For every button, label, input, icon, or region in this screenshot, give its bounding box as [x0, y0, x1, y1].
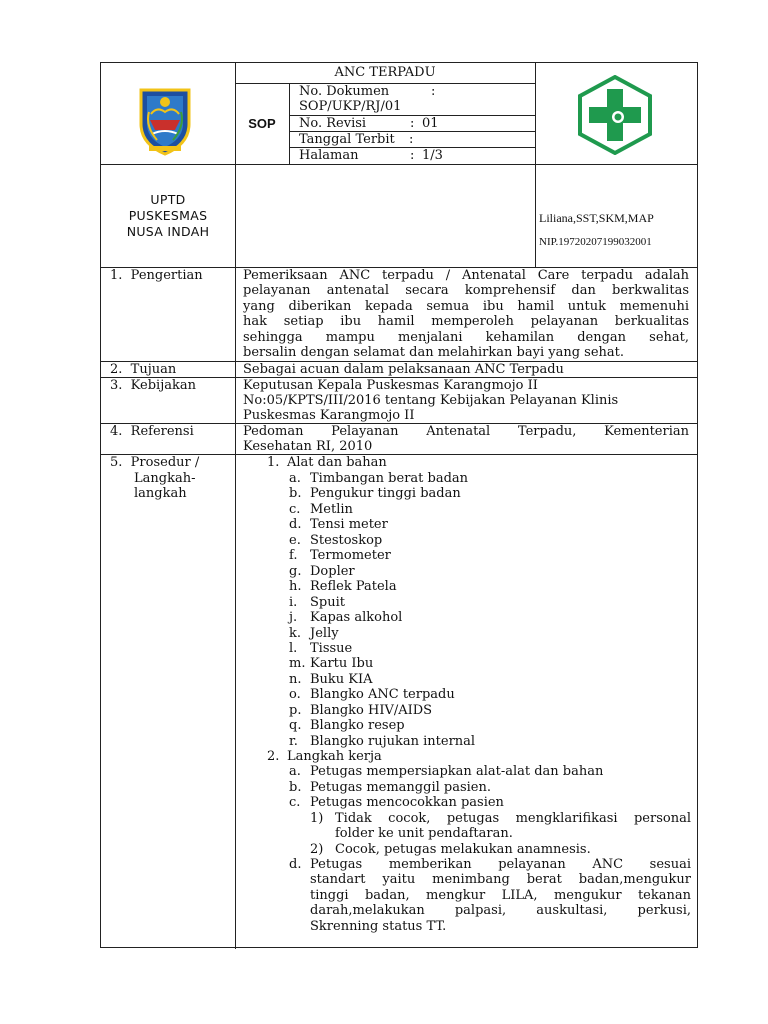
tujuan-text: Sebagai acuan dalam pelaksanaan ANC Terpadu — [243, 362, 564, 377]
pengertian-line: Pemeriksaan ANC terpadu / Antenatal Care terpadu adalah — [243, 268, 689, 283]
work-step: standart yaitu menimbang berat badan,mengukur — [310, 872, 691, 887]
tool-item: Timbangan berat badan — [310, 471, 469, 486]
divider — [535, 63, 536, 267]
work-step: tinggi badan, mengkur LILA, mengukur tekanan — [310, 888, 691, 903]
list-letter: i. — [289, 595, 298, 610]
kebijakan-line: Puskesmas Karangmojo II — [243, 408, 415, 423]
tool-item: Tensi meter — [310, 517, 388, 532]
divider — [289, 83, 290, 164]
list-letter: f. — [289, 548, 298, 563]
tool-item: Stestoskop — [310, 533, 383, 548]
sop-document — [100, 62, 698, 948]
page-value: 1/3 — [422, 148, 443, 163]
list-letter: d. — [289, 857, 302, 872]
work-step: Petugas memanggil pasien. — [310, 780, 491, 795]
revision-value: 01 — [422, 116, 439, 131]
section-label-kebijakan: 3. Kebijakan — [110, 378, 196, 393]
list-letter: c. — [289, 795, 301, 810]
signer-nip: NIP.19720207199032001 — [539, 236, 652, 248]
document-title: ANC TERPADU — [334, 65, 436, 80]
work-step: Skrenning status TT. — [310, 919, 447, 934]
work-step: darah,melakukan palpasi, auskultasi, perkusi, — [310, 903, 691, 918]
step-number: 1. — [267, 455, 280, 470]
list-letter: h. — [289, 579, 302, 594]
sop-label: SOP — [248, 116, 276, 131]
list-letter: c. — [289, 502, 301, 517]
section-label-prosedur: 5. Prosedur / — [110, 455, 200, 470]
work-substep: Cocok, petugas melakukan anamnesis. — [335, 842, 591, 857]
tool-item: Metlin — [310, 502, 353, 517]
list-letter: o. — [289, 687, 301, 702]
section-label-tujuan: 2. Tujuan — [110, 362, 177, 377]
doc-no-value: SOP/UKP/RJ/01 — [299, 99, 402, 114]
tool-item: Tissue — [310, 641, 353, 656]
list-letter: n. — [289, 672, 302, 687]
tool-item: Termometer — [310, 548, 391, 563]
pengertian-line: pelayanan antenatal secara komprehensif dan berkwalitas — [243, 283, 689, 298]
list-letter: r. — [289, 734, 298, 749]
org-name-line3: NUSA INDAH — [126, 224, 210, 239]
sub-number: 2) — [310, 842, 324, 857]
tool-item: Blangko HIV/AIDS — [310, 703, 433, 718]
tool-item: Spuit — [310, 595, 345, 610]
tool-item: Jelly — [310, 626, 339, 641]
list-letter: b. — [289, 780, 302, 795]
divider — [101, 164, 697, 165]
list-letter: a. — [289, 471, 301, 486]
tool-item: Kapas alkohol — [310, 610, 403, 625]
list-letter: p. — [289, 703, 302, 718]
work-step: Petugas memberikan pelayanan ANC sesuai — [310, 857, 691, 872]
work-step: Petugas mencocokkan pasien — [310, 795, 504, 810]
revision-label: No. Revisi — [299, 116, 367, 131]
work-substep: folder ke unit pendaftaran. — [335, 826, 513, 841]
list-letter: g. — [289, 564, 302, 579]
page-colon: : — [410, 148, 415, 163]
tool-item: Buku KIA — [310, 672, 373, 687]
step-number: 2. — [267, 749, 280, 764]
issue-date-colon: : — [409, 132, 414, 147]
page-label: Halaman — [299, 148, 359, 163]
org-name-line1: UPTD — [150, 192, 186, 207]
regency-crest-logo — [135, 84, 195, 156]
org-name-line2: PUSKESMAS — [128, 208, 208, 223]
tool-item: Reflek Patela — [310, 579, 397, 594]
pengertian-line: hak setiap ibu hamil memperoleh pelayanan berkualitas — [243, 314, 689, 329]
pengertian-line: sehingga mampu menjalani kehamilan dengan sehat, — [243, 330, 689, 345]
step-title: Alat dan bahan — [287, 455, 387, 470]
step-title: Langkah kerja — [287, 749, 382, 764]
list-letter: j. — [289, 610, 298, 625]
list-letter: l. — [289, 641, 298, 656]
tool-item: Pengukur tinggi badan — [310, 486, 461, 501]
list-letter: q. — [289, 718, 302, 733]
list-letter: d. — [289, 517, 302, 532]
referensi-line: Pedoman Pelayanan Antenatal Terpadu, Kementerian — [243, 424, 689, 439]
revision-colon: : — [410, 116, 415, 131]
kebijakan-line: No:05/KPTS/III/2016 tentang Kebijakan Pelayanan Klinis — [243, 393, 619, 408]
list-letter: a. — [289, 764, 301, 779]
section-label-pengertian: 1. Pengertian — [110, 268, 203, 283]
list-letter: e. — [289, 533, 301, 548]
work-substep: Tidak cocok, petugas mengklarifikasi personal — [335, 811, 691, 826]
list-letter: m. — [289, 656, 306, 671]
sub-number: 1) — [310, 811, 324, 826]
signer-name: Liliana,SST,SKM,MAP — [539, 211, 654, 225]
tool-item: Blangko rujukan internal — [310, 734, 476, 749]
divider — [235, 63, 236, 949]
section-label-prosedur: Langkah- — [134, 471, 196, 486]
doc-no-label: No. Dokumen — [299, 84, 390, 99]
work-step: Petugas mempersiapkan alat-alat dan bahan — [310, 764, 604, 779]
section-label-referensi: 4. Referensi — [110, 424, 194, 439]
list-letter: k. — [289, 626, 302, 641]
kebijakan-line: Keputusan Kepala Puskesmas Karangmojo II — [243, 378, 538, 393]
pengertian-line: yang diberikan kepada semua ibu hamil untuk memenuhi — [243, 299, 689, 314]
referensi-line: Kesehatan RI, 2010 — [243, 439, 373, 454]
tool-item: Dopler — [310, 564, 355, 579]
issue-date-label: Tanggal Terbit — [299, 132, 395, 147]
pengertian-line: bersalin dengan selamat dan melahirkan bayi yang sehat. — [243, 345, 624, 360]
tool-item: Kartu Ibu — [310, 656, 374, 671]
tool-item: Blangko resep — [310, 718, 405, 733]
puskesmas-cross-logo — [576, 75, 654, 155]
tool-item: Blangko ANC terpadu — [310, 687, 455, 702]
doc-no-colon: : — [431, 84, 436, 99]
section-label-prosedur: langkah — [134, 486, 187, 501]
list-letter: b. — [289, 486, 302, 501]
